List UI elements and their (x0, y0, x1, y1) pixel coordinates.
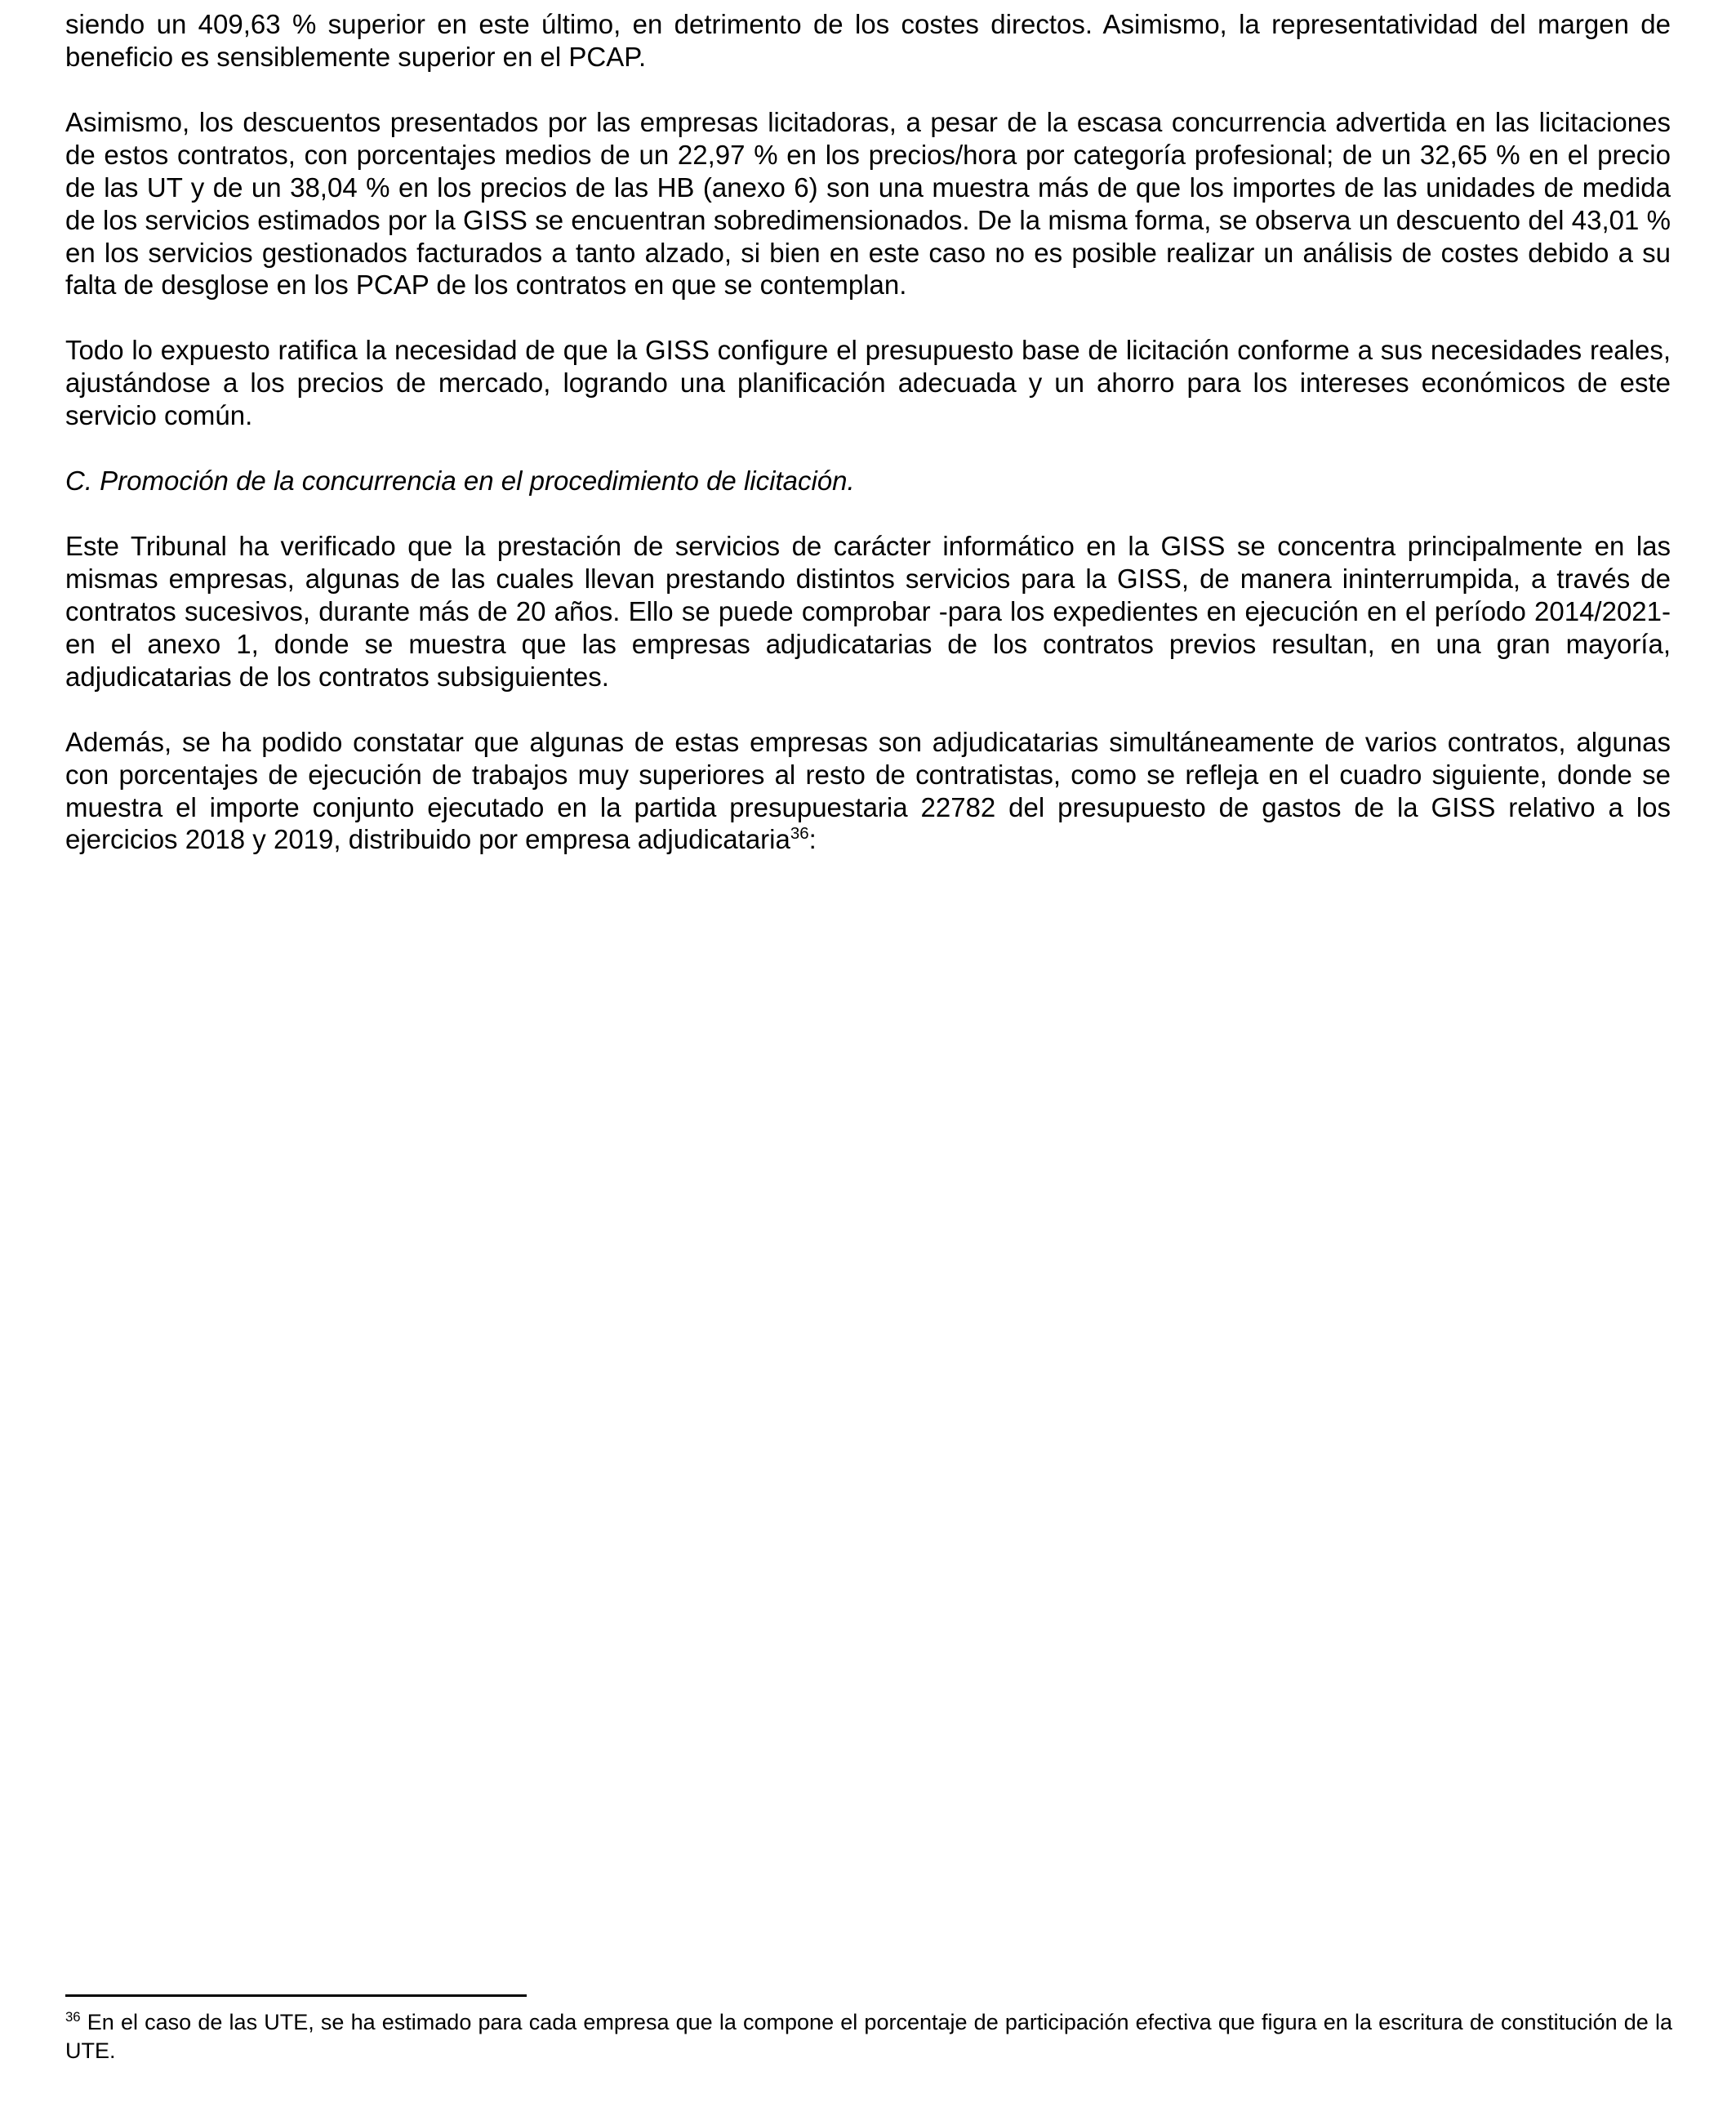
paragraph-ademas-suffix: : (808, 824, 817, 855)
paragraph-ademas (65, 726, 1671, 857)
paragraph-tribunal: Este Tribunal ha verificado que la prestación de servicios de carácter informático en la GISS se concentra principalmente en las mismas empresas, algunas de las cuales llevan prestando distintos servicios para la GISS, de manera ininterrumpida, a través de contratos sucesivos, durante más de 20 años. Ello se puede comprobar -para los expedientes en ejecución en el período 2014/2021- en el anexo 1, donde se muestra que las empresas adjudicatarias de los contratos previos resultan, en una gran mayoría, adjudicatarias de los contratos subsiguientes. (65, 531, 1671, 692)
footnote-divider (65, 1994, 527, 1997)
footnote-reference-36: 36 (790, 824, 809, 844)
footnote-36 (65, 2008, 1672, 2065)
paragraph-costes-directos: siendo un 409,63 % superior en este último, en detrimento de los costes directos. Asimismo, la representatividad del margen de beneficio es sensiblemente superior en el PCAP. (65, 9, 1671, 72)
paragraph-ademas-text: Además, se ha podido constatar que algunas de estas empresas son adjudicatarias simultáneamente de varios contratos, algunas con porcentajes de ejecución de trabajos muy superiores al resto de contratistas, como se refleja en el cuadro siguiente, donde se muestra el importe conjunto ejecutado en la partida presupuestaria 22782 del presupuesto de gastos de la GISS relativo a los ejercicios 2018 y 2019, distribuido por empresa adjudicataria (65, 726, 1671, 855)
footnote-area (65, 1994, 1672, 2065)
section-heading-c: C. Promoción de la concurrencia en el procedimiento de licitación. (65, 466, 855, 497)
footnote-36-text: En el caso de las UTE, se ha estimado para cada empresa que la compone el porcentaje de participación efectiva que figura en la escritura de constitución de la UTE. (65, 2009, 1672, 2063)
paragraph-descuentos: Asimismo, los descuentos presentados por las empresas licitadoras, a pesar de la escasa concurrencia advertida en las licitaciones de estos contratos, con porcentajes medios de un 22,97 % en los precios/hora por categoría profesional; de un 32,65 % en el precio de las UT y de un 38,04 % en los precios de las HB (anexo 6) son una muestra más de que los importes de las unidades de medida de los servicios estimados por la GISS se encuentran sobredimensionados. De la misma forma, se observa un descuento del 43,01 % en los servicios gestionados facturados a tanto alzado, si bien en este caso no es posible realizar un análisis de costes debido a su falta de desglose en los PCAP de los contratos en que se contemplan. (65, 106, 1671, 301)
footnote-36-number: 36 (65, 2008, 81, 2025)
paragraph-conclusion: Todo lo expuesto ratifica la necesidad de que la GISS configure el presupuesto base de licitación conforme a sus necesidades reales, ajustándose a los precios de mercado, logrando una planificación adecuada y un ahorro para los intereses económicos de este servicio común. (65, 335, 1671, 431)
